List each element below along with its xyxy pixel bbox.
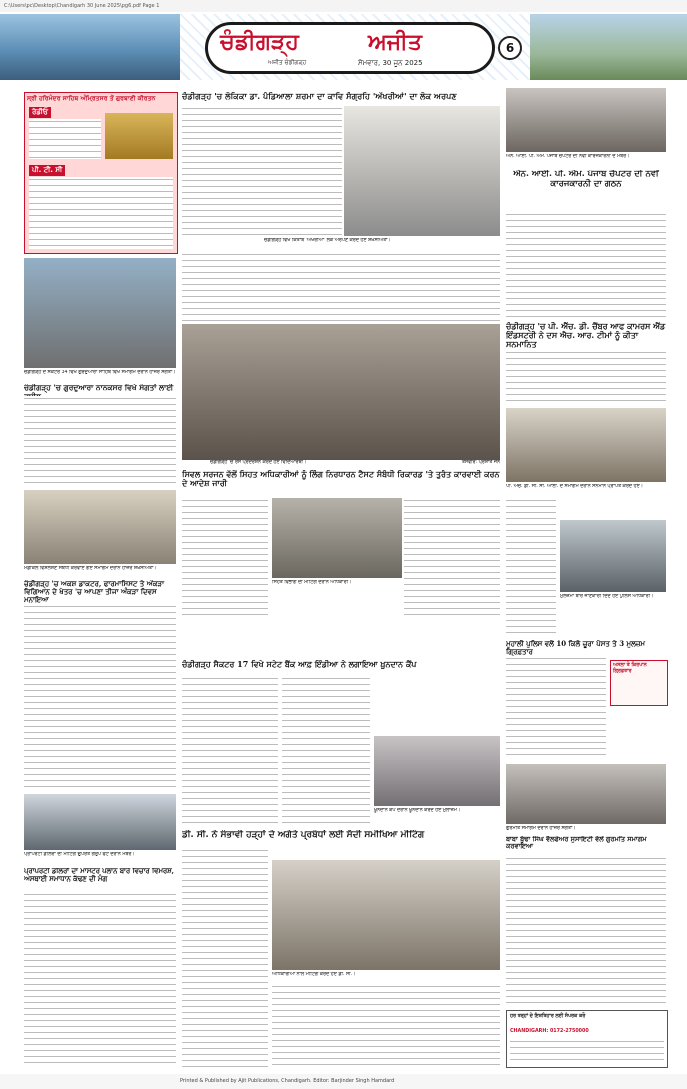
dealers-body bbox=[24, 892, 176, 1068]
chhabil-body bbox=[24, 396, 176, 484]
gurbani-text bbox=[29, 119, 101, 159]
book-launch-caption: ਚੰਡੀਗੜ੍ਹ ਵਿਖੇ ਕਿਤਾਬ 'ਅੱਖਰੀਆਂ' ਲੋਕ ਅਰਪਣ ਕਰਦੇ ਹੋਏ ਸ਼ਖ਼ਸੀਅਤਾਂ। bbox=[264, 238, 391, 243]
masthead-logo bbox=[205, 22, 495, 74]
page-number: 6 bbox=[498, 36, 522, 60]
police-inset bbox=[610, 660, 668, 706]
footer bbox=[0, 1074, 687, 1089]
civil-caption: ਸਿਹਤ ਵਿਭਾਗ ਦੀ ਮੀਟਿੰਗ ਦੌਰਾਨ ਅਧਿਕਾਰੀ। bbox=[272, 580, 352, 585]
police-photo bbox=[560, 520, 666, 592]
stats-day-body bbox=[24, 604, 176, 788]
civil-body-2 bbox=[404, 498, 500, 618]
stats-day-caption: ਮੈਡੀਕਲ ਵਿਸ਼ਲੇਸ਼ਣ ਸਬੰਧੀ ਕਰਵਾਏ ਗਏ ਸਮਾਗਮ ਦੌਰਾਨ ਹਾਜ਼ਰ ਸ਼ਖ਼ਸੀਅਤਾਂ। bbox=[24, 566, 157, 571]
police-body bbox=[506, 656, 606, 760]
ad-body bbox=[510, 1039, 664, 1063]
gurmat-body bbox=[506, 856, 666, 1006]
ad-text: ਹਰ ਤਰ੍ਹਾਂ ਦੇ ਇਸ਼ਤਿਹਾਰ ਲਈ ਸੰਪਰਕ ਕਰੋ bbox=[510, 1014, 586, 1019]
gurbani-title: ਸ੍ਰੀ ਹਰਿਮੰਦਰ ਸਾਹਿਬ ਅੰਮ੍ਰਿਤਸਰ ਤੋਂ ਗੁਰਬਾਣੀ ਕੀਰਤਨ bbox=[27, 95, 156, 102]
police-caption: ਮੁਲਜ਼ਮਾਂ ਬਾਰੇ ਜਾਣਕਾਰੀ ਦਿੰਦੇ ਹੋਏ ਪੁਲਿਸ ਅਧਿਕਾਰੀ। bbox=[560, 594, 654, 599]
lead-body-2 bbox=[182, 252, 500, 322]
gurbani-box bbox=[24, 92, 178, 254]
dc-meeting-photo bbox=[272, 860, 500, 970]
ad-box bbox=[506, 1010, 668, 1068]
dc-headline: ਡੀ. ਸੀ. ਨੇ ਸੰਭਾਵੀ ਹੜ੍ਹਾਂ ਦੇ ਅਗੇਤੇ ਪ੍ਰਬੰਧਾਂ ਲਈ ਸੱਦੀ ਸਮੀਖਿਆ ਮੀਟਿੰਗ bbox=[182, 830, 425, 840]
civil-headline: ਸਿਵਲ ਸਰਜਨ ਵੱਲੋਂ ਸਿਹਤ ਅਧਿਕਾਰੀਆਂ ਨੂੰ ਲਿੰਗ ਨਿਰਧਾਰਨ ਟੈਸਟ ਸੰਬੰਧੀ ਰਿਕਾਰਡ 'ਤੇ ਤੁਰੰਤ ਕਾਰਵਾਈ ਕਰਨ ਦੇ ਆਦੇਸ਼ ਜਾਰੀ bbox=[182, 470, 500, 489]
civil-body-1 bbox=[182, 498, 268, 618]
dc-body-1 bbox=[182, 848, 268, 1068]
stats-day-photo bbox=[24, 490, 176, 564]
phd-body-2 bbox=[506, 498, 556, 638]
chhabil-photo bbox=[24, 258, 176, 368]
book-launch-photo bbox=[344, 106, 500, 236]
masthead-edition: ਅਜੀਤ ਚੰਡੀਗੜ੍ਹ bbox=[268, 59, 307, 66]
masthead-date: ਸੋਮਵਾਰ, 30 ਜੂਨ 2025 bbox=[358, 59, 423, 67]
phd-photo bbox=[506, 408, 666, 482]
phd-caption: ਪੀ. ਐਚ. ਡੀ. ਸੀ. ਸੀ. ਆਈ. ਦੇ ਸਮਾਗਮ ਦੌਰਾਨ ਸਨਮਾਨ ਪ੍ਰਾਪਤ ਕਰਦੇ ਹੋਏ। bbox=[506, 484, 643, 489]
blood-body-2 bbox=[282, 676, 370, 826]
footer-imprint: Printed & Published by Ajit Publications, Chandigarh. Editor: Barjinder Singh Hamdard bbox=[180, 1078, 395, 1084]
chhabil-caption: ਚੰਡੀਗੜ੍ਹ ਦੇ ਸੈਕਟਰ 34 ਵਿਖੇ ਗੁਰਦੁਆਰਾ ਸਾਹਿਬ ਵਿਖੇ ਸਮਾਗਮ ਦੌਰਾਨ ਹਾਜ਼ਰ ਸੰਗਤਾਂ। bbox=[24, 370, 176, 375]
gurmat-photo bbox=[506, 764, 666, 824]
civil-photo bbox=[272, 498, 402, 578]
lead-body-1 bbox=[182, 106, 342, 236]
police-inset-label: ਅਸਲਾ ਤੇ ਕਿਰਪਾਨ ਗ੍ਰਿਫ਼ਤਾਰ bbox=[613, 663, 647, 674]
nipm-photo bbox=[506, 88, 666, 152]
radio-tag: ਰੇਡੀਓ bbox=[29, 107, 51, 118]
ad-contact: CHANDIGARH: 0172-2750000 bbox=[510, 1029, 589, 1034]
dealers-photo bbox=[24, 794, 176, 850]
dc-body-2 bbox=[272, 984, 500, 1068]
phd-headline: ਚੰਡੀਗੜ੍ਹ 'ਚ ਪੀ. ਐੱਚ. ਡੀ. ਚੈਂਬਰ ਆਫ ਕਾਮਰਸ ਐਂਡ ਇੰਡਸਟਰੀ ਨੇ ਦਸ ਐਚ. ਆਰ. ਟੀਮਾਂ ਨੂੰ ਕੀਤਾ ਸਨਮਾਨਿਤ bbox=[506, 322, 666, 350]
masthead-photo-right bbox=[530, 14, 687, 80]
protest-photo bbox=[182, 324, 500, 460]
masthead-city: ਚੰਡੀਗੜ੍ਹ bbox=[220, 29, 299, 55]
nipm-caption: ਐਨ. ਆਈ. ਪੀ. ਐਮ. ਪੰਜਾਬ ਚੈਪਟਰ ਦੀ ਨਵੀਂ ਕਾਰਜਕਾਰਨੀ ਦੇ ਮੈਂਬਰ। bbox=[506, 154, 630, 159]
blood-headline: ਚੰਡੀਗੜ੍ਹ ਸੈਕਟਰ 17 ਵਿਖੇ ਸਟੇਟ ਬੈਂਕ ਆਫ਼ ਇੰਡੀਆ ਨੇ ਲਗਾਇਆ ਖ਼ੂਨਦਾਨ ਕੈਂਪ bbox=[182, 660, 417, 669]
stats-day-headline: ਚੰਡੀਗੜ੍ਹ 'ਚ ਅਕਸ਼ ਡਾਕਟਰ, ਫਾਰਮਾਸਿਸਟ ਤੇ ਅੰਕੜਾ ਵਿਗਿਆਨ ਦੇ ਖੇਤਰ 'ਚ ਆਪਣਾ ਤੀਜਾ ਅੰਕੜਾ ਦਿਵਸ ਮਨਾਇਆ bbox=[24, 580, 165, 605]
golden-temple-photo bbox=[105, 113, 173, 159]
ptc-text bbox=[29, 177, 173, 249]
dealers-caption: ਪ੍ਰਾਪਰਟੀ ਡੀਲਰਾਂ ਦੀ ਮੀਟਿੰਗ ਉਪਰੰਤ ਗਰੁੱਪ ਫੋਟੋ ਦੌਰਾਨ ਮੈਂਬਰ। bbox=[24, 852, 135, 857]
nipm-body bbox=[506, 212, 666, 318]
lead-headline: ਚੰਡੀਗੜ੍ਹ 'ਚ ਲੋਕਿਕਾ ਡਾ. ਪੰਡਿਆਲਾ ਸ਼ਰਮਾ ਦਾ ਕਾਵਿ ਸੰਗ੍ਰਹਿ 'ਅੱਖਰੀਆਂ' ਦਾ ਲੋਕ ਅਰਪਣ bbox=[182, 92, 457, 101]
blood-caption: ਖ਼ੂਨਦਾਨ ਕੈਂਪ ਦੌਰਾਨ ਖ਼ੂਨਦਾਨ ਕਰਦੇ ਹੋਏ ਮੁਲਾਜ਼ਮ। bbox=[374, 808, 461, 813]
ptc-tag: ਪੀ. ਟੀ. ਸੀ bbox=[29, 165, 65, 176]
dealers-headline: ਪ੍ਰਾਪਰਟੀ ਡੀਲਰਾਂ ਦਾ ਮਾਸਟਰ ਪਲਾਨ ਬਾਰੇ ਵਿਚਾਰ ਵਿਮਰਸ਼, ਅਸਥਾਈ ਸਮਾਧਾਨ ਕੱਢਣ ਦੀ ਮੰਗ bbox=[24, 868, 175, 883]
protest-credit: ਤਸਵੀਰ: ਪ੍ਰਸ਼ਾਂਤ ਜੈਨ bbox=[461, 460, 500, 465]
gurmat-headline: ਬਾਬਾ ਬੁੱਢਾ ਸਿੰਘ ਵੈਲਫੇਅਰ ਸੁਸਾਇਟੀ ਵੱਲੋਂ ਗੁਰਮਤਿ ਸਮਾਗਮ ਕਰਵਾਇਆ bbox=[506, 836, 647, 851]
dc-meeting-caption: ਅਧਿਕਾਰੀਆਂ ਨਾਲ ਮੀਟਿੰਗ ਕਰਦੇ ਹੋਏ ਡੀ. ਸੀ.। bbox=[272, 972, 356, 977]
protest-caption: ਚੰਡੀਗੜ੍ਹ 'ਚ ਰੋਸ ਪ੍ਰਦਰਸ਼ਨ ਕਰਦੇ ਹੋਏ ਵਿਦਿਆਰਥੀ। bbox=[210, 460, 307, 465]
masthead-paper: ਅਜੀਤ bbox=[368, 29, 422, 55]
blood-photo bbox=[374, 736, 500, 806]
nipm-headline: ਐਨ. ਆਈ. ਪੀ. ਐਮ. ਪੰਜਾਬ ਚੈਪਟਰ ਦੀ ਨਵੀਂ ਕਾਰਜਕਾਰਨੀ ਦਾ ਗਠਨ bbox=[513, 170, 659, 189]
masthead-photo-left bbox=[0, 14, 180, 80]
chhabil-headline: ਚੰਡੀਗੜ੍ਹ 'ਚ ਗੁਰਦੁਆਰਾ ਨਾਨਕਸਰ ਵਿਖੇ ਸੰਗਤਾਂ ਲਾਈ bbox=[24, 384, 174, 392]
police-headline: ਮੁਹਾਲੀ ਪੁਲਿਸ ਵਲੋਂ 10 ਕਿਲੋ ਚੂਰਾ ਪੋਸਤ ਤੇ 3 ਮੁਲਜ਼ਮ ਗ੍ਰਿਫ਼ਤਾਰ bbox=[506, 640, 646, 657]
gurmat-caption: ਗੁਰਮਤਿ ਸਮਾਗਮ ਦੌਰਾਨ ਹਾਜ਼ਰ ਸੰਗਤਾਂ। bbox=[506, 826, 576, 831]
print-slug: C:\Users\pc\Desktop\Chandigarh 30 June 2025\pg6.pdf Page 1 bbox=[0, 0, 687, 12]
phd-body-1 bbox=[506, 350, 666, 406]
blood-body-1 bbox=[182, 676, 278, 826]
